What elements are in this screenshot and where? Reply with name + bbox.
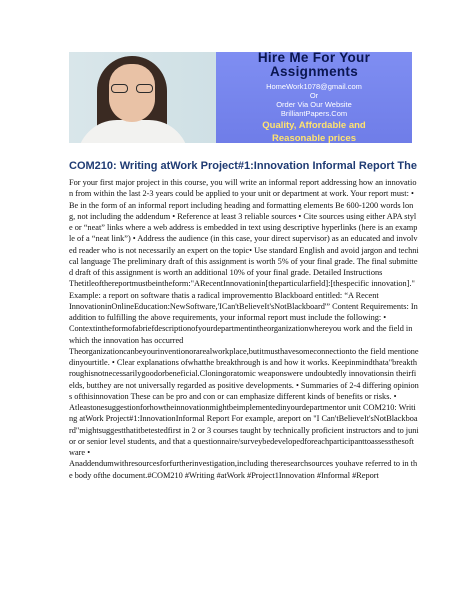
promo-email[interactable]: HomeWork1078@gmail.com: [266, 82, 362, 92]
promo-tagline-1: Quality, Affordable and: [262, 119, 366, 131]
woman-portrait-image: [69, 52, 216, 143]
advertisement-banner[interactable]: [69, 52, 412, 143]
promo-headline-2: Assignments: [269, 64, 359, 80]
document-title: COM210: Writing atWork Project#1:Innovation Informal Report The: [69, 160, 417, 172]
glasses-icon: [111, 84, 153, 94]
document-body: For your first major project in this course, you will write an informal report addressing how an innovation from within the last 2-3 years could be applied to your unit or department at work. Your report must: • Be in the form of an informal report including heading and formatting elements Be 600-1200 words long, not including the addendum • Reference at least 3 reliable sources • Cite sources using either APA style or “neat” links where a web address is embedded in text using descriptive hyperlinks (here is an example of a “neat link”) • Address the audience (in this case, your direct supervisor) as an educated and involved reader who is not necessarily an expert on the topic• Use standard English and avoid jargon and technical language The preliminary draft of this assignment is worth 5% of your final grade. The final submitted draft of this assignment is worth an additional 10% of your final grade. Detailed Instructions Thetitleofthereportmustbeintheform:"ARecentInnovationin[theparticularfield]:[thespecific innovation]." Example: a report on software thatis a radical improvementto Blackboard entitled: “A Recent InnovationinOnlineEducation:NewSoftware,'ICan'tBelieveIt'sNotBlackboard'” Content Requirements: In addition to fulfilling the above requirements, your informal report must include the following: • Contextintheformofabriefdescriptionofyourdepartmentintheorganizationwhereyou work and the field in which the innovation has occurred Theorganizationcanbeyourinventionorarealworkplace,butitmusthavesomeconnectionto the field mentionedinyourtitle. • Clear explanations ofwhatthe breakthrough is and how it works. Keepinmindthata"breakthroughisnotnecessarilygoodorbeneficial.Cloningoratomic weaponswere undoubtedly innovationsin theirfields, butthey are not universally regarded as positive developments. • Summaries of 2-4 differing opinions ofthisinnovation These can be pro and con or can emphasize different kinds of benefits or risks. • Atleastonesuggestionforhowtheinnovationmightbeimplementedinyourdepartmentor unit COM210: Writing atWork Project#1:InnovationInformal Report For example, areport on "I Can'tBelieveIt'sNotBlackboard"mightsuggestthatitbetestedfirst in 2 or 3 courses taught by technically proficient instructors and to junior or senior level students, and that a questionnaire/surveybedevelopedforeachparticipanttoassessthesoftware • Anaddendumwithresourcesforfurtherinvestigation,including theresearchsources youhave referred to in the body ofthe document.#COM210 #Writing #atWork #Project1Innovation #Informal #Report: [69, 178, 419, 480]
promo-tagline-2: Reasonable prices: [272, 132, 356, 143]
promo-order-line: Order Via Our Website: [276, 100, 352, 110]
promo-or: Or: [309, 91, 319, 101]
portrait-shoulders: [77, 120, 189, 143]
promo-website[interactable]: BrilliantPapers.Com: [280, 109, 348, 119]
promo-panel: [216, 52, 412, 143]
promo-headline-1: Hire Me For Your: [257, 52, 371, 66]
